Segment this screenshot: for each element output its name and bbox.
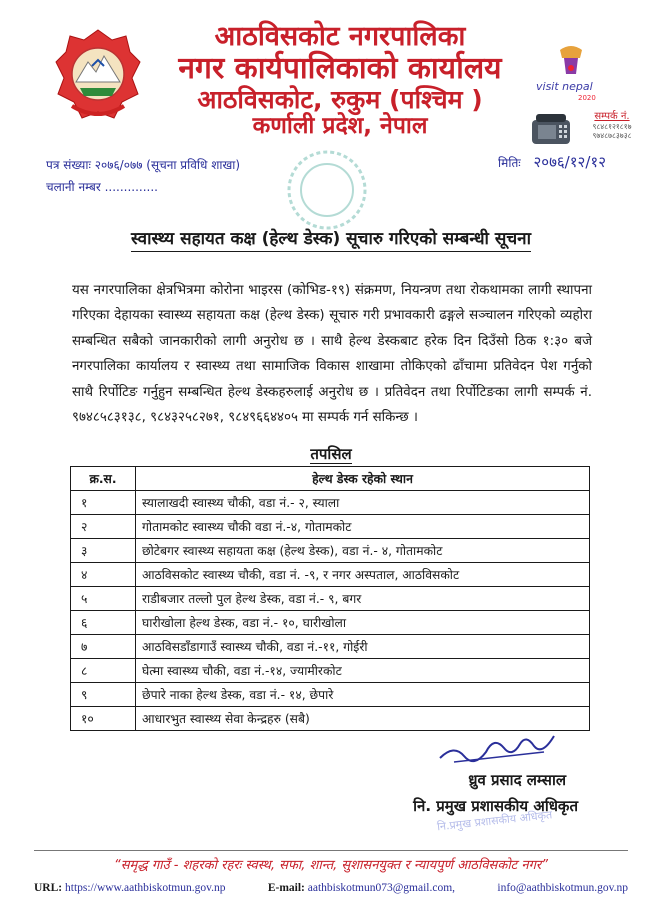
table-row xyxy=(71,611,590,635)
office-name: नगर कार्यपालिकाको कार्यालय xyxy=(178,51,502,87)
table-row xyxy=(71,587,590,611)
chalani-number: चलानी नम्बर .............. xyxy=(46,180,158,194)
location-cell: घेत्मा स्वास्थ्य चौकी, वडा नं.-१४, ज्यामीरकोट xyxy=(136,659,590,683)
date-value: २०७६/१२/१२ xyxy=(533,153,606,171)
patra-label: पत्र संख्याः xyxy=(46,158,91,172)
table-row xyxy=(71,635,590,659)
office-stamp: नि.प्रमुख प्रशासकीय अधिकृत xyxy=(436,808,553,834)
contact-block xyxy=(578,108,646,140)
location-cell: आधारभुत स्वास्थ्य सेवा केन्द्रहरु (सबै) xyxy=(136,707,590,731)
serial-cell: १ xyxy=(71,491,136,515)
patra-value: २०७६/०७७ xyxy=(94,158,143,172)
subject-text: स्वास्थ्य सहायत कक्ष (हेल्थ डेस्क) सूचारु गरिएको सम्बन्धी सूचना xyxy=(131,229,531,252)
province-name: कर्णाली प्रदेश, नेपाल xyxy=(252,112,428,139)
table-row xyxy=(71,563,590,587)
letterhead xyxy=(150,22,530,140)
table-row xyxy=(71,659,590,683)
serial-cell: ८ xyxy=(71,659,136,683)
location-cell: आठविसकोट स्वास्थ्य चौकी, वडा नं. -९, र नगर अस्पताल, आठविसकोट xyxy=(136,563,590,587)
serial-cell: २ xyxy=(71,515,136,539)
municipality-name: आठविसकोट नगरपालिका xyxy=(214,21,466,52)
contact-label: सम्पर्क नं. xyxy=(594,111,630,122)
visit-nepal-text: visit nepal xyxy=(536,80,593,93)
visit-nepal-logo-icon xyxy=(530,44,612,108)
table-row xyxy=(71,683,590,707)
serial-cell: ९ xyxy=(71,683,136,707)
faded-seal-icon xyxy=(262,146,392,234)
table-row xyxy=(71,491,590,515)
location-cell: छोटेबगर स्वास्थ्य सहायता कक्ष (हेल्थ डेस्क), वडा नं.- ४, गोतामकोट xyxy=(136,539,590,563)
email-entry xyxy=(268,882,455,894)
footer-divider xyxy=(34,850,628,851)
column-location-header: हेल्थ डेस्क रहेको स्थान xyxy=(136,467,590,491)
health-desk-table xyxy=(70,466,590,731)
contact-number-2: ९७४८७८३७३८ xyxy=(592,131,632,140)
location-cell: छेपारे नाका हेल्थ डेस्क, वडा नं.- १४, छेपारे xyxy=(136,683,590,707)
signatory-name: ध्रुव प्रसाद लम्साल xyxy=(468,771,566,789)
schedule-heading xyxy=(0,444,662,464)
notice-subject xyxy=(0,226,662,249)
table-header-row xyxy=(71,467,590,491)
location-cell: आठविसडाँडागाउँ स्वास्थ्य चौकी, वडा नं.-११, गोईरी xyxy=(136,635,590,659)
email-link-2[interactable]: info@aathbiskotmun.gov.np xyxy=(497,882,628,894)
date-label: मितिः xyxy=(498,156,521,170)
serial-cell: १० xyxy=(71,707,136,731)
serial-cell: ६ xyxy=(71,611,136,635)
website-entry xyxy=(34,882,225,894)
footer-slogan: “समृद्ध गाउँ - शहरको रहरः स्वस्थ, सफा, शान्त, सुशासनयुक्त र न्यायपुर्ण आठविसकोट नगर” xyxy=(114,858,548,873)
table-row xyxy=(71,515,590,539)
website-link[interactable]: https://www.aathbiskotmun.gov.np xyxy=(65,882,226,894)
nepal-emblem-icon xyxy=(52,26,144,126)
email-link-1[interactable]: aathbiskotmun073@gmail.com, xyxy=(307,882,456,894)
visit-nepal-year: 2020 xyxy=(578,94,596,102)
table-row xyxy=(71,539,590,563)
serial-cell: ३ xyxy=(71,539,136,563)
location-cell: गोतामकोट स्वास्थ्य चौकी वडा नं.-४, गोतामकोट xyxy=(136,515,590,539)
footer-contacts xyxy=(34,882,628,894)
location-cell: राडीबजार तल्लो पुल हेल्थ डेस्क, वडा नं.- ९, बगर xyxy=(136,587,590,611)
letter-date xyxy=(498,152,606,172)
serial-cell: ५ xyxy=(71,587,136,611)
signature-icon xyxy=(434,722,564,774)
reference-number xyxy=(46,156,240,173)
serial-cell: ४ xyxy=(71,563,136,587)
contact-number-1: ९८४८१२१८१७ xyxy=(592,122,632,131)
serial-cell: ७ xyxy=(71,635,136,659)
location-cell: स्यालाखदी स्वास्थ्य चौकी, वडा नं.- २, स्याला xyxy=(136,491,590,515)
notice-body: यस नगरपालिका क्षेत्रभित्रमा कोरोना भाइरस (कोभिड-१९) संक्रमण, नियन्त्रण तथा रोकथामका लागी स्थापना गरिएका देहायका स्वास्थ्य सहायता कक्ष (हेल्थ डेस्क) सूचारु गरी प्रभावकारी ढङ्गले सञ्चालन गरिएको व्यहोरा सम्बन्धित सबैको जानकारीको लागी अनुरोध छ । साथै हेल्थ डेस्कबाट हरेक दिन दिउँसो ठिक १:३० बजे नगरपालिका कार्यालय र स्वास्थ्य तथा सामाजिक विकास शाखामा तोकिएको ढाँचामा प्रतिवेदन पेश गर्नुको साथै रिर्पोटिङ गर्नुहुन सम्बन्धित हेल्थ डेस्कहरुलाई अनुरोध छ । प्रतिवेदन तथा रिर्पोटिङका लागी सम्पर्क नं. ९७४८५८३१३८, ९८४३२५८२७१, ९८४९६६४४०५ मा सम्पर्क गर्न सकिन्छ । xyxy=(72,283,592,426)
signatory-title: नि. प्रमुख प्रशासकीय अधिकृत xyxy=(413,797,578,815)
telephone-icon xyxy=(528,110,574,148)
location-cell: घारीखोला हेल्थ डेस्क, वडा नं.- १०, घारीखोला xyxy=(136,611,590,635)
url-label: URL: xyxy=(34,882,63,894)
email-label: E-mail: xyxy=(267,882,305,894)
tapasil-text: तपसिल xyxy=(310,445,352,463)
section-name: (सूचना प्रविधि शाखा) xyxy=(146,158,241,172)
column-serial-header: क्र.स. xyxy=(71,467,136,491)
office-address: आठविसकोट, रुकुम (पश्चिम ) xyxy=(197,84,483,114)
